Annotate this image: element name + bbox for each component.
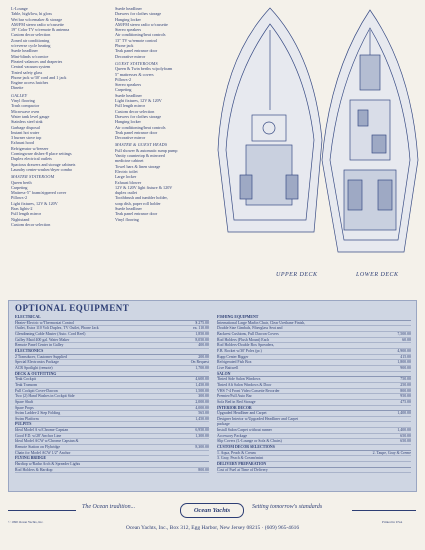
equipment-price [207, 372, 209, 377]
feature-item: Spacious drawers and storage cabinets [11, 161, 76, 167]
equipment-label: FLYING BRIDGE [15, 456, 47, 461]
equipment-label: Spare Shaft [15, 399, 34, 404]
feature-item: soap dish, paper roll holder [115, 200, 161, 206]
feature-item: Suede headliner [115, 6, 142, 11]
upper-deck-label: UPPER DECK [276, 272, 318, 278]
equipment-label: PULPITS [15, 422, 32, 427]
equipment-label: Swim Ladder-2 Step Folding [15, 411, 61, 416]
equipment-price: On Request [190, 360, 209, 365]
feature-item: Stereo speakers [115, 82, 142, 88]
feature-item: Carpeting [115, 87, 132, 93]
equipment-price: 650.00 [400, 433, 411, 438]
equipment-label: SALON [217, 371, 231, 376]
feature-item: Garbage disposal [11, 124, 40, 130]
equipment-price: 8,050.00 [195, 337, 209, 342]
equipment-label: Chain for Model ACW 1/2" Anchor [15, 450, 71, 455]
equipment-label: Galley Maid 400 gal. Water Maker [15, 337, 70, 342]
feature-item: Full length mirror [11, 211, 42, 217]
equipment-label: DELIVERY PREPARATION [217, 462, 267, 467]
equipment-label: Swim Platform [15, 416, 39, 421]
equipment-label: Backrest Cushions, Full Dacron Covers [217, 331, 279, 336]
equipment-label: Full Cockpit Cover-Dacron [15, 388, 58, 393]
equipment-label: FISHING EQUIPMENT [217, 315, 259, 319]
equipment-price [409, 372, 411, 377]
feature-item: Nightstand [11, 216, 30, 222]
equipment-price: 950.00 [400, 394, 411, 399]
equipment-price: 60.00 [402, 337, 411, 342]
equipment-label: International Large Marlin Chair, Clear Urethane Finish, [217, 320, 306, 325]
section-heading: MASTER STATEROOM [11, 174, 55, 180]
equipment-label: Double Size Gimbals, Fiberglass Seat and [217, 326, 283, 331]
equipment-price [409, 343, 411, 348]
feature-item: Carpeting [11, 184, 28, 190]
feature-item: Refrigerator w/freezer [11, 145, 49, 151]
feature-item: L-Lounge [11, 6, 28, 11]
equipment-left-column [15, 315, 209, 473]
feature-item: Dinette [11, 85, 24, 91]
feature-item: 12V & 120V light fixture & 120V [115, 184, 173, 190]
feature-item: Toothbrush and tumbler holder, [115, 195, 168, 201]
equipment-label: Remote Panel Center in Galley [15, 343, 64, 348]
equipment-price: 200.00 [198, 354, 209, 359]
feature-item: Full shower & automatic sump pump [115, 147, 178, 153]
equipment-label: Accessory Package [217, 433, 248, 438]
feature-item: AM/FM stereo radio w/cassette [115, 21, 168, 27]
feature-item: Pillows-2 [115, 76, 132, 82]
feature-item: Central vacuum system [11, 64, 51, 70]
feature-item: Hanging locker [115, 119, 141, 125]
feature-item: Light fixtures, 12V & 120V [11, 200, 58, 206]
feature-item: Tinted safety glass [11, 69, 43, 75]
deck-plans [210, 0, 422, 282]
equipment-label: Rupp Center Rigger [217, 354, 249, 359]
equipment-label: Ideal Model ACW w/Chrome Capstan & [15, 439, 79, 444]
lower-deck-label: LOWER DECK [356, 272, 399, 278]
feature-item: 5" mattresses & covers [115, 71, 154, 77]
equipment-label: INTERIOR DECOR [217, 405, 252, 410]
equipment-price: 1,300.00 [195, 433, 209, 438]
feature-item: Phone jack [115, 43, 134, 49]
feature-item: 13" TV w/remote control [115, 37, 158, 43]
equipment-label: F.B. Rocket w/30' Poles (pr.) [217, 348, 262, 353]
feature-item: Vanity countertop & mirrored [115, 153, 165, 159]
equipment-label: Live Baitwell [217, 365, 239, 370]
feature-item: Vinyl flooring [11, 98, 35, 104]
feature-item: Decorative mirror [115, 135, 146, 141]
equipment-price: 300.00 [198, 394, 209, 399]
feature-item: Stereo speakers [115, 27, 142, 33]
feature-item: Vinyl flooring [115, 216, 139, 222]
equipment-price [409, 462, 411, 467]
equipment-label: Spare Props [15, 405, 34, 410]
equipment-label: Good F.D. w/28' Anchor Line [15, 433, 62, 438]
equipment-price [207, 451, 209, 456]
equipment-price: ea. 110.00 [193, 326, 209, 331]
equipment-label: Designer Interior w/Upgraded Headliner and Carpet [217, 416, 299, 421]
equipment-price [409, 315, 411, 320]
equipment-label: DECK & OUTFITTING [15, 371, 57, 376]
equipment-price: 565.00 [198, 411, 209, 416]
equipment-row [15, 468, 209, 474]
feature-item: Bras lights-2 [11, 205, 33, 211]
section-heading: GALLEY [11, 92, 28, 98]
feature-item: Water tank level gauge [11, 113, 50, 119]
equipment-row [217, 468, 411, 474]
equipment-label: Glendinning Cable Master (Auto. Cord Reel) [15, 331, 86, 336]
equipment-label: Two (2) Hand Washes in Cockpit Side [15, 394, 75, 399]
section-heading: MASTER & GUEST HEADS [115, 142, 168, 148]
equipment-label: Teak Cockpit [15, 377, 36, 382]
equipment-label: Teak Transom [15, 382, 38, 387]
equipment-label: Remote Station on Flybridge [15, 445, 61, 450]
feature-item: Engine access hatches [11, 80, 49, 86]
feature-item: AM/FM stereo radio w/cassette [11, 21, 64, 27]
equipment-price [409, 456, 411, 461]
equipment-label: Rod Holders (Flush Mount) Each [217, 337, 270, 342]
equipment-price: 4,900.00 [397, 348, 411, 353]
equipment-price: 1,400.00 [397, 411, 411, 416]
equipment-price [409, 445, 411, 450]
equipment-price: 1,500.00 [195, 388, 209, 393]
feature-item: medicine cabinet [115, 158, 144, 164]
equipment-price [409, 406, 411, 411]
feature-item: Queen berth [11, 179, 32, 185]
equipment-label: Sofa Bed in Red Storage [217, 399, 256, 404]
upper-deck-plan [218, 8, 322, 232]
equipment-label: Ideal Model A w/Chrome Capstan [15, 428, 69, 433]
equipment-label: Rod Holders & Hardtop [15, 467, 53, 472]
feature-item: Drawers for clothes storage [115, 11, 162, 17]
equipment-label: Hardtop w/Radar Arch & Spreader Lights [15, 462, 81, 467]
equipment-price: 800.00 [198, 467, 209, 472]
feature-item: Queen & Twin berths w/polyfoam [115, 66, 173, 72]
equipment-price [409, 468, 411, 473]
equipment-label: Heater-Electric w/Thermostat Control [15, 320, 75, 325]
feature-item: Teak panel entrance door [115, 48, 158, 54]
equipment-price: 2. Taupe, Gray & Creme [372, 450, 411, 455]
equipment-label: Cost of Fuel at Time of Delivery [217, 467, 268, 472]
ocean-yachts-logo: Ocean Yachts [180, 503, 244, 518]
equipment-price: 475.00 [400, 399, 411, 404]
feature-item: Pillows-2 [11, 195, 28, 201]
equipment-label: Tinted Side Salon Windows [217, 377, 261, 382]
feature-item: Decorative mirror [115, 53, 146, 59]
equipment-price: 2,000.00 [195, 399, 209, 404]
equipment-label: Special Electronics Package [15, 360, 59, 365]
equipment-label: 1. Aqua, Peach & Cream [217, 450, 256, 455]
feature-item: Duplex electrical outlets [11, 156, 52, 162]
feature-item: Suede headliner [115, 92, 142, 98]
equipment-price: 1,850.00 [195, 331, 209, 336]
feature-item: Air conditioning/heat controls [115, 124, 166, 130]
feature-item: Teak panel entrance door [115, 211, 158, 217]
equipment-price: 250.00 [400, 382, 411, 387]
equipment-price: 8,300.00 [195, 445, 209, 450]
company-address: Ocean Yachts, Inc., Box 312, Egg Harbor, New Jersey 08215 · (609) 965-4616 [125, 525, 300, 531]
feature-item: Suede headliner [115, 205, 142, 211]
feature-item: Instant hot water [11, 129, 40, 135]
equipment-price: 650.00 [400, 439, 411, 444]
equipment-price: 1,450.00 [195, 416, 209, 421]
feature-item: Trash compactor [11, 103, 40, 109]
feature-item: Mini-blinds w/cornice [11, 53, 49, 59]
feature-item: Table, high/low, hi gloss [11, 11, 52, 17]
feature-item: Laundry center-washer/dryer combo [11, 166, 73, 172]
feature-item: Stainless steel sink [11, 119, 43, 125]
features-column-2 [115, 6, 215, 222]
equipment-right-column [217, 315, 411, 473]
feature-item: Microwave oven [11, 108, 40, 114]
equipment-price [409, 321, 411, 326]
feature-item: Large locker [115, 174, 137, 180]
printed-in-text: Printed in USA [382, 520, 403, 524]
feature-item: Full length mirror [115, 103, 146, 109]
feature-item: Air conditioning/heat controls [115, 32, 166, 38]
feature-item: Electric toilet [115, 168, 138, 174]
feature-item: Towel bars & linen storage [115, 163, 161, 169]
equipment-label: package [217, 422, 230, 427]
deck-plan-drawing [210, 0, 422, 282]
footer-rule-left [8, 510, 76, 511]
footer-rule-right [352, 510, 416, 511]
equipment-label: Outlet, Extra 110 Volt Duplex, TV Outlet, Phone Jack [15, 326, 99, 331]
feature-item: Zoned air conditioning [11, 37, 50, 43]
equipment-price [409, 417, 411, 422]
equipment-label: ACR Spotlight (remote) [15, 365, 53, 370]
equipment-price: 800.00 [400, 388, 411, 393]
feature-item: Corningware dishes-8 place settings [11, 151, 72, 157]
feature-item: Hanging locker [115, 16, 141, 22]
feature-item: Custom decor selection [11, 221, 51, 227]
equipment-price: 1,800.00 [397, 360, 411, 365]
footer-slogan-right: Setting tomorrow's standards [252, 504, 323, 510]
section-heading: GUEST STATEROOMS [115, 60, 158, 66]
equipment-price: 415.00 [400, 354, 411, 359]
feature-item: 19" Color TV w/remote & antenna [11, 27, 70, 33]
equipment-price [207, 462, 209, 467]
equipment-price [207, 315, 209, 320]
equipment-price [207, 349, 209, 354]
equipment-price: 1,400.00 [397, 428, 411, 433]
feature-item: Mattress-5" foam/zippered cover [11, 190, 67, 196]
lower-deck-plan [322, 10, 418, 252]
feature-item: Exhaust hood [11, 140, 34, 146]
feature-item: 3 burner stove top [11, 135, 42, 141]
equipment-price: 400.00 [198, 343, 209, 348]
equipment-price [207, 456, 209, 461]
equipment-label: Upgraded Headliner and Carpet [217, 411, 267, 416]
equipment-label: Tinted Aft Salon Windows & Door [217, 382, 272, 387]
equipment-price [207, 439, 209, 444]
equipment-label: Premier/Full Auto Bar [217, 394, 252, 399]
equipment-price [207, 422, 209, 427]
equipment-label: Install Salon Carpet without runner [217, 428, 272, 433]
feature-item: Exhaust blower [115, 179, 142, 185]
feature-item: Custom decor selection [115, 108, 155, 114]
equipment-price: 1,450.00 [195, 382, 209, 387]
feature-item: Light fixtures, 12V & 120V [115, 98, 162, 104]
optional-equipment-title: OPTIONAL EQUIPMENT [15, 303, 130, 313]
feature-item: Suede headliner [11, 48, 38, 54]
optional-equipment-box [8, 300, 417, 492]
equipment-label: 2 Transducer, Customer Supplied [15, 354, 67, 359]
equipment-price: $ 275.00 [195, 320, 209, 325]
equipment-label: 3. Gray, Peach & Cream/mint [217, 456, 264, 461]
equipment-price: 4,600.00 [195, 377, 209, 382]
equipment-label: VHS 7-4 Front Video Cassette Recorder [217, 388, 280, 393]
feature-item: Teak panel entrance door [115, 129, 158, 135]
feature-item: Custom decor selection [11, 32, 51, 38]
equipment-label: CUSTOM DECOR SELECTIONS [217, 445, 275, 450]
feature-item: Wet bar w/icemaker & storage [11, 16, 63, 22]
feature-item: duplex outlet [115, 190, 137, 196]
feature-item: Drawers for clothes storage [115, 113, 162, 119]
features-column-1 [11, 6, 129, 227]
equipment-price: 900.00 [400, 365, 411, 370]
equipment-label: Slip Covers (L-Lounge or Sofa & Chairs) [217, 439, 282, 444]
equipment-label: ELECTRONICS [15, 348, 44, 353]
equipment-price [409, 422, 411, 427]
equipment-label: Rod Holders-Double Box Spreaders, [217, 343, 275, 348]
equipment-label: Refrigerated Fish Box [217, 360, 252, 365]
footer-slogan-left: The Ocean tradition... [82, 504, 136, 510]
feature-item: w/reverse cycle heating [11, 43, 51, 49]
equipment-price: 4,000.00 [195, 405, 209, 410]
equipment-price: 7,500.00 [397, 331, 411, 336]
copyright-text: © 1990 Ocean Yachts, Inc. [8, 520, 44, 524]
equipment-price: 6,950.00 [195, 428, 209, 433]
equipment-price: 750.00 [400, 377, 411, 382]
equipment-price: 1,700.00 [195, 365, 209, 370]
feature-item: Phone jack w/30' cord and 1 jack [11, 74, 67, 80]
equipment-label: ELECTRICAL [15, 315, 41, 319]
feature-item: Pleated valances and draperies [11, 58, 63, 64]
equipment-price [409, 326, 411, 331]
